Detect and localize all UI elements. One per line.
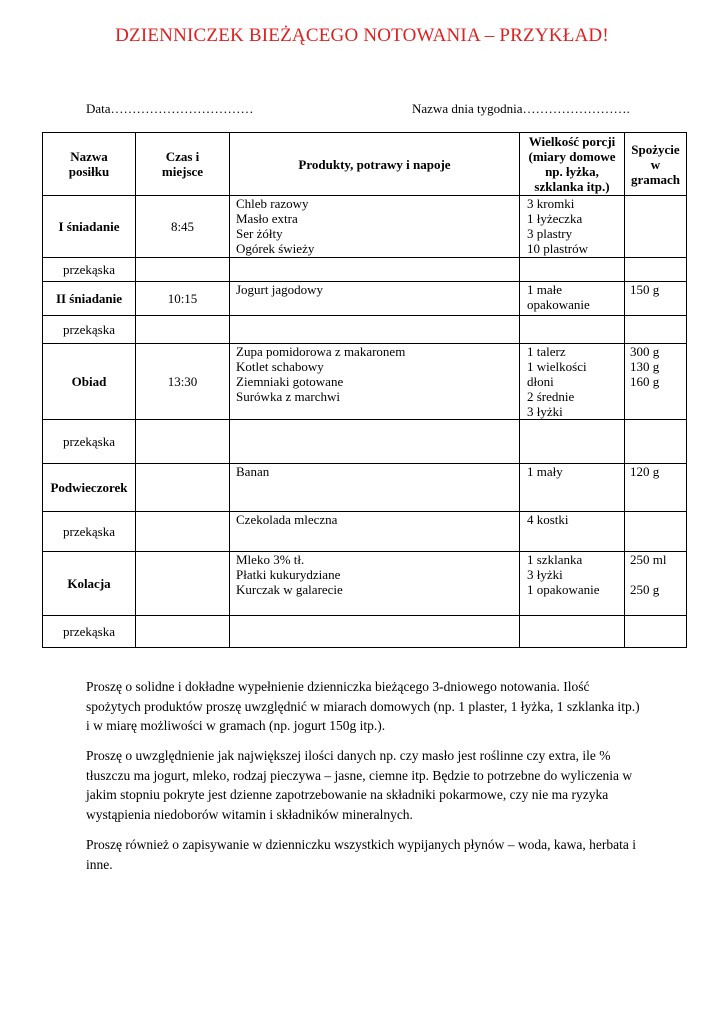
products-line: Kurczak w galarecie bbox=[236, 582, 343, 597]
products-line: Kotlet schabowy bbox=[236, 359, 324, 374]
meal-name-cell: przekąska bbox=[43, 316, 136, 344]
products-cell bbox=[230, 512, 520, 552]
diary-row bbox=[43, 420, 687, 464]
diary-row bbox=[43, 316, 687, 344]
grams-line: 250 ml bbox=[630, 552, 667, 567]
meal-name-cell: przekąska bbox=[43, 512, 136, 552]
time-place-cell bbox=[136, 316, 230, 344]
header-portion-size: Wielkość porcji (miary domowe np. łyżka, szklanka itp.) bbox=[520, 133, 625, 196]
header-row bbox=[43, 133, 687, 196]
diary-row bbox=[43, 258, 687, 282]
grams-cell bbox=[625, 420, 687, 464]
products-line: Chleb razowy bbox=[236, 196, 309, 211]
diary-row bbox=[43, 616, 687, 648]
portion-cell bbox=[520, 258, 625, 282]
meal-name-cell: Obiad bbox=[43, 344, 136, 420]
diary-row bbox=[43, 464, 687, 512]
products-line: Masło extra bbox=[236, 211, 298, 226]
diary-row bbox=[43, 282, 687, 316]
time-place-cell bbox=[136, 464, 230, 512]
products-cell bbox=[230, 552, 520, 616]
grams-cell bbox=[625, 512, 687, 552]
header-meal: Nazwa posiłku bbox=[43, 133, 136, 196]
meal-name-cell: I śniadanie bbox=[43, 196, 136, 258]
diary-row bbox=[43, 196, 687, 258]
grams-cell bbox=[625, 196, 687, 258]
meal-name-cell: przekąska bbox=[43, 616, 136, 648]
time-place-cell bbox=[136, 420, 230, 464]
diary-row bbox=[43, 512, 687, 552]
products-cell bbox=[230, 258, 520, 282]
portion-line: 1 małe bbox=[527, 282, 563, 297]
time-place-cell bbox=[136, 616, 230, 648]
products-cell bbox=[230, 420, 520, 464]
portion-line: 2 średnie bbox=[527, 389, 575, 404]
grams-cell bbox=[625, 344, 687, 420]
date-field: Data…………………………… bbox=[86, 101, 254, 116]
time-place-cell bbox=[136, 552, 230, 616]
products-line: Banan bbox=[236, 464, 270, 479]
grams-line bbox=[630, 567, 686, 582]
portion-line: opakowanie bbox=[527, 297, 590, 312]
grams-cell bbox=[625, 552, 687, 616]
grams-cell bbox=[625, 258, 687, 282]
products-line: Płatki kukurydziane bbox=[236, 567, 341, 582]
portion-line: 3 łyżki bbox=[527, 567, 563, 582]
portion-line: 3 plastry bbox=[527, 226, 573, 241]
meal-name-cell: II śniadanie bbox=[43, 282, 136, 316]
portion-line: dłoni bbox=[527, 374, 554, 389]
portion-cell bbox=[520, 552, 625, 616]
meal-name-cell: Kolacja bbox=[43, 552, 136, 616]
instruction-paragraph-3: Proszę również o zapisywanie w dzienniczku wszystkich wypijanych płynów – woda, kawa, herbata i inne. bbox=[86, 837, 636, 872]
products-line: Ogórek świeży bbox=[236, 241, 315, 256]
portion-line: 1 łyżeczka bbox=[527, 211, 583, 226]
portion-line: 3 łyżki bbox=[527, 404, 563, 419]
products-line: Jogurt jagodowy bbox=[236, 282, 324, 297]
grams-line: 250 g bbox=[630, 582, 660, 597]
portion-line: 3 kromki bbox=[527, 196, 575, 211]
grams-cell bbox=[625, 316, 687, 344]
instruction-paragraph-1: Proszę o solidne i dokładne wypełnienie dzienniczka bieżącego 3-dniowego notowania. Ilość spożytych produktów proszę uwzględnić w miarach domowych (np. 1 plaster, 1 łyżka, 1 szklanka itp.) i w miarę możliwości w gramach (np. jogurt 150g itp.). bbox=[86, 679, 640, 733]
products-cell bbox=[230, 282, 520, 316]
time-place-cell: 10:15 bbox=[136, 282, 230, 316]
meal-name-cell: przekąska bbox=[43, 258, 136, 282]
meal-name-cell: Podwieczorek bbox=[43, 464, 136, 512]
grams-cell bbox=[625, 616, 687, 648]
portion-cell bbox=[520, 464, 625, 512]
products-cell bbox=[230, 316, 520, 344]
portion-line: 4 kostki bbox=[527, 512, 569, 527]
meal-name-cell: przekąska bbox=[43, 420, 136, 464]
products-cell bbox=[230, 344, 520, 420]
diary-row bbox=[43, 344, 687, 420]
time-place-cell bbox=[136, 512, 230, 552]
header-time-place: Czas i miejsce bbox=[136, 133, 230, 196]
portion-line: 1 szklanka bbox=[527, 552, 583, 567]
grams-line: 150 g bbox=[630, 282, 660, 297]
portion-cell bbox=[520, 512, 625, 552]
portion-cell bbox=[520, 196, 625, 258]
header-consumption-grams: Spożycie w gramach bbox=[625, 133, 687, 196]
portion-cell bbox=[520, 282, 625, 316]
products-line: Ziemniaki gotowane bbox=[236, 374, 344, 389]
portion-cell bbox=[520, 420, 625, 464]
page-title: DZIENNICZEK BIEŻĄCEGO NOTOWANIA – PRZYKŁAD! bbox=[115, 25, 609, 46]
diary-row bbox=[43, 552, 687, 616]
instruction-paragraph-2: Proszę o uwzględnienie jak największej ilości danych np. czy masło jest roślinne czy extra, ile % tłuszczu ma jogurt, mleko, rodzaj pieczywa – jasne, ciemne itp. Będzie to potrzebne do wyliczenia w jakim stopniu pokryte jest dzienne zapotrzebowanie na składniki pokarmowe, czy nie ma ryzyka wystąpienia niedoborów witamin i składników mineralnych. bbox=[86, 748, 633, 822]
portion-line: 1 wielkości bbox=[527, 359, 587, 374]
grams-line: 130 g bbox=[630, 359, 660, 374]
products-cell bbox=[230, 464, 520, 512]
products-line: Ser żółty bbox=[236, 226, 283, 241]
products-line: Zupa pomidorowa z makaronem bbox=[236, 344, 406, 359]
portion-cell bbox=[520, 316, 625, 344]
grams-line: 120 g bbox=[630, 464, 660, 479]
products-line: Surówka z marchwi bbox=[236, 389, 340, 404]
grams-cell bbox=[625, 464, 687, 512]
products-line: Czekolada mleczna bbox=[236, 512, 338, 527]
grams-line: 300 g bbox=[630, 344, 660, 359]
time-place-cell bbox=[136, 258, 230, 282]
portion-cell bbox=[520, 616, 625, 648]
grams-line: 160 g bbox=[630, 374, 660, 389]
products-cell bbox=[230, 196, 520, 258]
header-products: Produkty, potrawy i napoje bbox=[230, 133, 520, 196]
portion-cell bbox=[520, 344, 625, 420]
portion-line: 1 talerz bbox=[527, 344, 566, 359]
day-name-field: Nazwa dnia tygodnia……………………. bbox=[412, 101, 630, 116]
food-diary-table bbox=[42, 132, 687, 648]
grams-cell bbox=[625, 282, 687, 316]
time-place-cell: 8:45 bbox=[136, 196, 230, 258]
portion-line: 1 mały bbox=[527, 464, 563, 479]
portion-line: 1 opakowanie bbox=[527, 582, 600, 597]
products-cell bbox=[230, 616, 520, 648]
time-place-cell: 13:30 bbox=[136, 344, 230, 420]
portion-line: 10 plastrów bbox=[527, 241, 589, 256]
products-line: Mleko 3% tł. bbox=[236, 552, 305, 567]
